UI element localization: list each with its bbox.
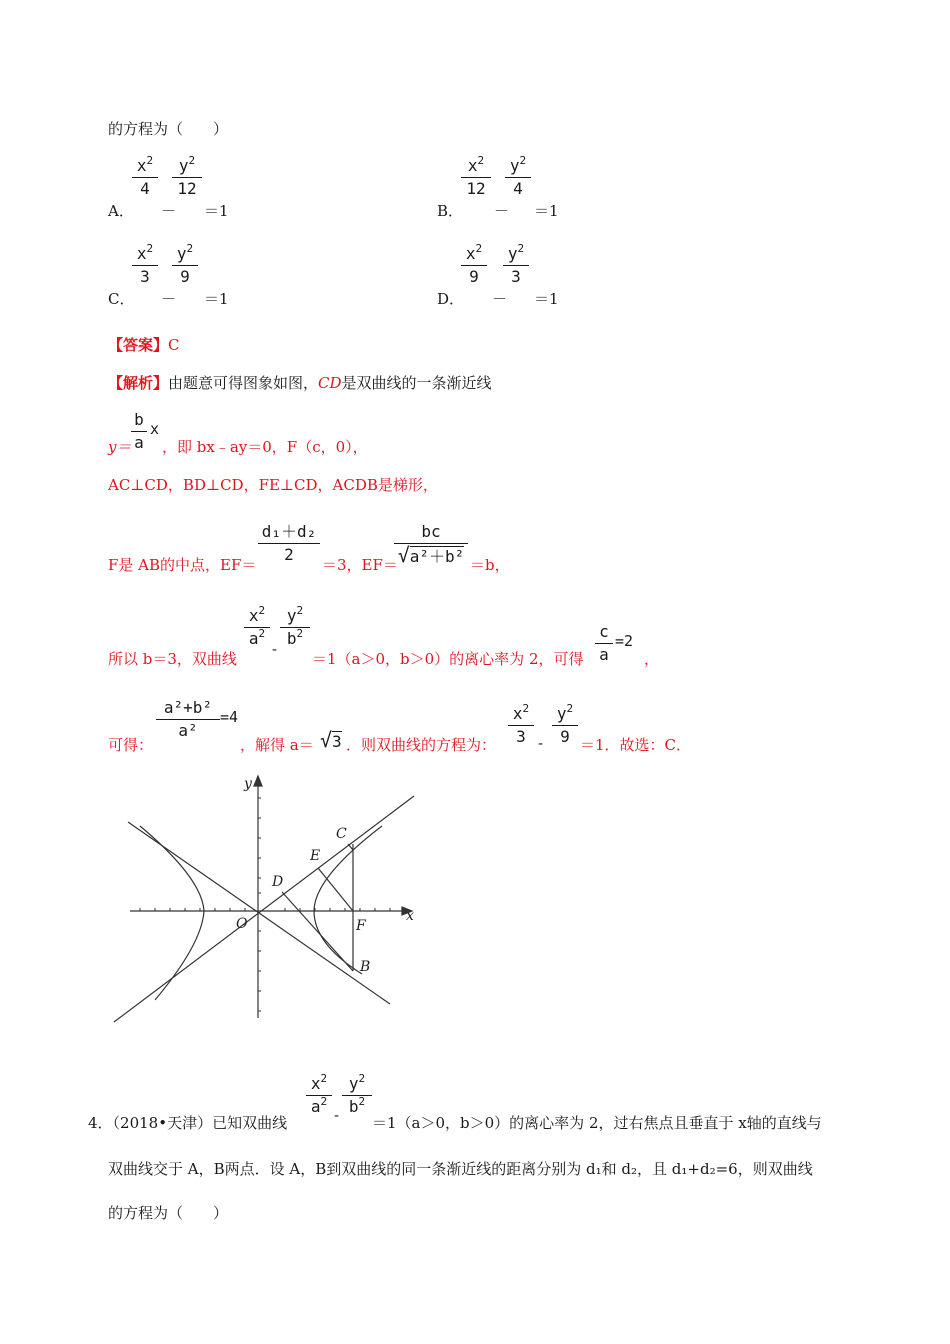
q4-line3: 的方程为（ ） bbox=[108, 1204, 229, 1222]
analysis-line6-d: ．则双曲线的方程为： bbox=[346, 736, 497, 754]
question-tail: 的方程为（ ） bbox=[108, 120, 229, 138]
option-a-tail: ＝1 bbox=[204, 202, 229, 220]
analysis-line4-frac-bc: $\frac{bc}{\text{√a²＋b²}}$ bbox=[394, 522, 468, 567]
analysis-line6-c: ，解得 a＝ bbox=[240, 736, 314, 754]
option-b-frac-y: $\frac{y^2}{4}$ bbox=[505, 156, 531, 199]
analysis-line5-b: ＝1（a＞0，b＞0）的离心率为 2，可得 bbox=[312, 650, 584, 668]
option-d-letter: D． bbox=[437, 290, 465, 308]
analysis-line-3: AC⊥CD，BD⊥CD，FE⊥CD，ACDB是梯形， bbox=[108, 476, 438, 494]
analysis-line1-text-a: 由题意可得图象如图， bbox=[168, 374, 319, 392]
label-c: C bbox=[336, 826, 347, 842]
analysis-label: 【解析】 bbox=[108, 374, 169, 392]
analysis-line4-b: ＝3，EF＝ bbox=[322, 556, 398, 574]
label-f: F bbox=[356, 918, 366, 934]
segment-bd bbox=[282, 892, 353, 971]
analysis-line6-minus: - bbox=[538, 734, 544, 752]
q4-line2: 双曲线交于 A，B两点．设 A，B到双曲线的同一条渐近线的距离分别为 d₁和 d₂，且 d₁+d₂=6，则双曲线 bbox=[108, 1160, 813, 1178]
option-a-letter: A． bbox=[108, 202, 134, 220]
option-d-minus: － bbox=[492, 290, 508, 308]
analysis-line4-a: F是 AB的中点，EF＝ bbox=[108, 556, 257, 574]
q4-number: 4． bbox=[88, 1114, 113, 1132]
option-c-minus: － bbox=[161, 290, 177, 308]
label-o: O bbox=[236, 916, 248, 932]
analysis-line2-y: y＝ bbox=[108, 438, 132, 456]
option-b-minus: － bbox=[494, 202, 510, 220]
answer-label: 【答案】 bbox=[108, 336, 169, 354]
option-a-minus: － bbox=[161, 202, 177, 220]
answer-line bbox=[108, 334, 180, 355]
analysis-line6-eq4: =4 bbox=[220, 708, 239, 726]
label-x: x bbox=[406, 908, 414, 924]
analysis-line-1 bbox=[108, 372, 492, 393]
analysis-line1-cd: CD bbox=[318, 374, 342, 392]
option-c-tail: ＝1 bbox=[204, 290, 229, 308]
q4-line1 bbox=[88, 1112, 287, 1133]
analysis-line2-x: x bbox=[150, 420, 160, 438]
analysis-line6-sqrt: √3 bbox=[320, 728, 342, 752]
label-y: y bbox=[244, 776, 252, 792]
q4-frac-x: $\frac{x^2}{a^2}$ bbox=[306, 1074, 332, 1117]
answer-value: C bbox=[168, 336, 180, 354]
hyperbola-figure bbox=[100, 768, 430, 1028]
option-d-frac-x: $\frac{x^2}{9}$ bbox=[461, 244, 487, 287]
analysis-line4-frac-d: $\frac{\text{d₁＋d₂}}{2}$ bbox=[258, 522, 320, 565]
option-b-frac-x: $\frac{x^2}{12}$ bbox=[461, 156, 491, 199]
asymptote-negative bbox=[128, 822, 390, 1004]
analysis-line2-frac: $\frac{b}{a}$ bbox=[131, 410, 147, 453]
analysis-line6-frac-y: $\frac{y^2}{9}$ bbox=[552, 704, 578, 747]
option-b-tail: ＝1 bbox=[534, 202, 559, 220]
analysis-line1-text-b: 是双曲线的一条渐近线 bbox=[341, 374, 492, 392]
segment-ac bbox=[348, 844, 353, 850]
option-c-letter: C． bbox=[108, 290, 135, 308]
label-e: E bbox=[310, 848, 321, 864]
option-d-frac-y: $\frac{y^2}{3}$ bbox=[503, 244, 529, 287]
analysis-line5-eq2: =2 bbox=[615, 632, 634, 650]
option-a-frac-x: $\frac{x^2}{4}$ bbox=[132, 156, 158, 199]
analysis-line6-frac: $\frac{\text{a²+b²}}{\text{a²}}$ bbox=[156, 698, 220, 741]
segment-ef bbox=[318, 868, 353, 911]
option-b-letter: B． bbox=[437, 202, 464, 220]
analysis-line4-c: ＝b， bbox=[470, 556, 510, 574]
q4-minus: - bbox=[334, 1106, 340, 1124]
analysis-line5-minus: - bbox=[272, 640, 278, 658]
option-d-tail: ＝1 bbox=[534, 290, 559, 308]
asymptote-positive bbox=[114, 796, 414, 1022]
option-a-frac-y: $\frac{y^2}{12}$ bbox=[172, 156, 202, 199]
analysis-line5-frac-ca: $\frac{c}{a}$ bbox=[595, 622, 613, 665]
y-axis-arrow bbox=[254, 776, 262, 786]
q4-cond: ＝1（a＞0，b＞0）的离心率为 2，过右焦点且垂直于 x轴的直线与 bbox=[372, 1114, 822, 1132]
option-c-frac-y: $\frac{y^2}{9}$ bbox=[172, 244, 198, 287]
analysis-line6-frac-x: $\frac{x^2}{3}$ bbox=[508, 704, 534, 747]
label-d: D bbox=[272, 874, 284, 890]
analysis-line6-a: 可得： bbox=[108, 736, 154, 754]
label-b: B bbox=[360, 959, 371, 975]
analysis-line5-d: ， bbox=[644, 650, 660, 668]
option-c-frac-x: $\frac{x^2}{3}$ bbox=[132, 244, 158, 287]
analysis-line5-frac-y: $\frac{y^2}{b^2}$ bbox=[280, 606, 310, 649]
q4-source: （2018•天津）已知双曲线 bbox=[112, 1114, 288, 1132]
analysis-line5-a: 所以 b＝3，双曲线 bbox=[108, 650, 237, 668]
analysis-line5-frac-x: $\frac{x^2}{a^2}$ bbox=[244, 606, 270, 649]
q4-frac-y: $\frac{y^2}{b^2}$ bbox=[342, 1074, 372, 1117]
hyperbola-right-branch bbox=[314, 826, 382, 974]
analysis-line2-rest: ，即 bx﹣ay＝0，F（c，0）， bbox=[162, 438, 368, 456]
analysis-line6-e: ＝1．故选：C． bbox=[580, 736, 692, 754]
